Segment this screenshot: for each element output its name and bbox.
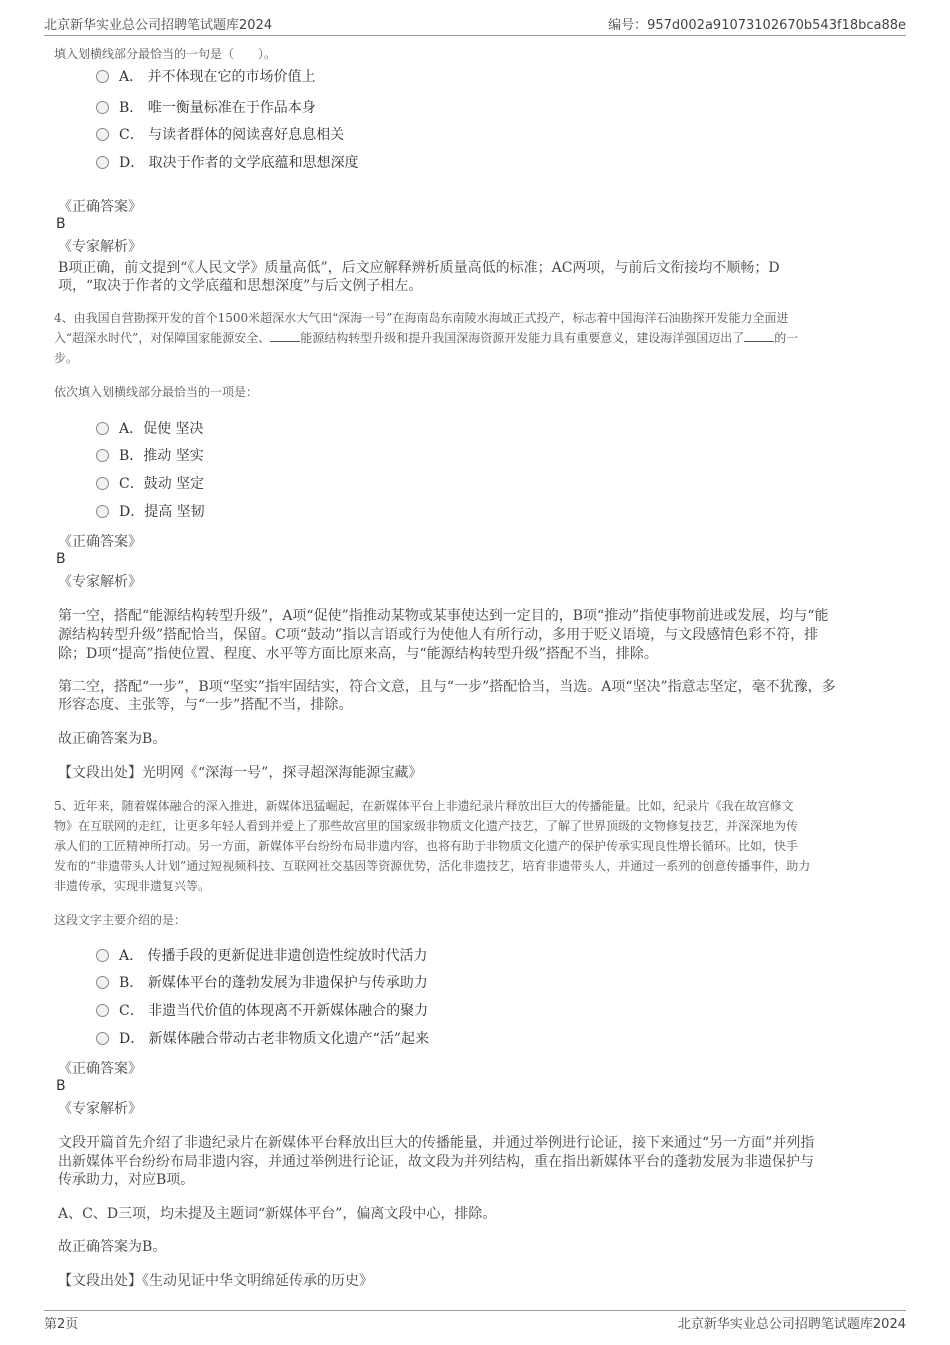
q3-option-a[interactable]: A． 并不体现在它的市场价值上 xyxy=(96,66,316,86)
radio-icon[interactable] xyxy=(96,128,109,141)
q4-analysis-line: 第一空，搭配“能源结构转型升级”，A项“促使”指推动某物或某事使达到一定目的，B项“推动”指使事物前进或发展，均与“能 xyxy=(58,608,829,624)
q3-option-d[interactable]: D． 取决于作者的文学底蕴和思想深度 xyxy=(96,152,359,172)
q4-analysis-line: 源结构转型升级”搭配恰当，保留。C项“鼓动”指以言语或行为使他人有所行动，多用于贬义语境，与文段感情色彩不符，排 xyxy=(58,627,819,643)
q4-prompt: 依次填入划横线部分最恰当的一项是： xyxy=(54,385,259,399)
q4-analysis-line: 除；D项“提高”指使位置、程度、水平等方面比原来高，与“能源结构转型升级”搭配不当，排除。 xyxy=(58,646,658,662)
q3-stem: 填入划横线部分最恰当的一句是（ ）。 xyxy=(54,47,277,61)
header-title: 北京新华实业总公司招聘笔试题库2024 xyxy=(44,18,273,33)
q3-option-c[interactable]: C． 与读者群体的阅读喜好息息相关 xyxy=(96,124,344,144)
document-code: 编号：957d002a91073102670b543f18bca88e xyxy=(608,18,906,33)
q5-stem-line: 物》在互联网的走红，让更多年轻人看到并爱上了那些故宫里的国家级非物质文化遗产技艺，了解了世界顶级的文物修复技艺，并深深地为传 xyxy=(54,819,799,833)
q5-analysis-line: 文段开篇首先介绍了非遗纪录片在新媒体平台释放出巨大的传播能量，并通过举例进行论证，接下来通过“另一方面”并列指 xyxy=(58,1135,815,1151)
radio-icon[interactable] xyxy=(96,449,109,462)
q4-analysis-label: 《专家解析》 xyxy=(58,574,142,590)
q5-answer-label: 《正确答案》 xyxy=(58,1061,142,1077)
q5-source: 【文段出处】《生动见证中华文明绵延传承的历史》 xyxy=(58,1273,373,1289)
q3-answer: B xyxy=(56,216,66,232)
q5-option-c[interactable]: C． 非遗当代价值的体现离不开新媒体融合的聚力 xyxy=(96,1000,428,1020)
q4-conclusion: 故正确答案为B。 xyxy=(58,731,167,747)
q5-option-a[interactable]: A． 传播手段的更新促进非遗创造性绽放时代活力 xyxy=(96,945,428,965)
q5-analysis-label: 《专家解析》 xyxy=(58,1101,142,1117)
radio-icon[interactable] xyxy=(96,949,109,962)
q4-source: 【文段出处】光明网《“深海一号”，探寻超深海能源宝藏》 xyxy=(58,765,423,781)
q4-option-d[interactable]: D．提高 坚韧 xyxy=(96,501,205,521)
header-rule xyxy=(44,35,906,36)
radio-icon[interactable] xyxy=(96,477,109,490)
footer-title: 北京新华实业总公司招聘笔试题库2024 xyxy=(677,1317,906,1332)
fill-blank xyxy=(744,329,774,342)
q5-answer: B xyxy=(56,1078,66,1094)
q3-analysis-label: 《专家解析》 xyxy=(58,239,142,255)
q5-stem-line: 5、近年来，随着媒体融合的深入推进，新媒体迅猛崛起，在新媒体平台上非遗纪录片释放出巨大的传播能量。比如，纪录片《我在故宫修文 xyxy=(54,799,794,813)
radio-icon[interactable] xyxy=(96,422,109,435)
q5-option-d[interactable]: D． 新媒体融合带动古老非物质文化遗产“活”起来 xyxy=(96,1028,429,1048)
q4-option-c[interactable]: C．鼓动 坚定 xyxy=(96,473,204,493)
q4-analysis-line: 第二空，搭配“一步”，B项“坚实”指牢固结实，符合文意，且与“一步”搭配恰当，当选。A项“坚决”指意志坚定，毫不犹豫，多 xyxy=(58,679,836,695)
q3-analysis-line: 项，“取决于作者的文学底蕴和思想深度”与后文例子相左。 xyxy=(58,278,423,294)
q4-analysis-line: 形容态度、主张等，与“一步”搭配不当，排除。 xyxy=(58,697,353,713)
radio-icon[interactable] xyxy=(96,70,109,83)
q3-option-b[interactable]: B． 唯一衡量标准在于作品本身 xyxy=(96,97,316,117)
q4-stem-line: 入“超深水时代”，对保障国家能源安全、 能源结构转型升级和提升我国深海资源开发能力具有重要意义，建设海洋强国迈出了 的一 xyxy=(54,331,799,345)
q5-option-b[interactable]: B． 新媒体平台的蓬勃发展为非遗保护与传承助力 xyxy=(96,972,428,992)
fill-blank xyxy=(270,329,300,342)
radio-icon[interactable] xyxy=(96,1032,109,1045)
q4-option-b[interactable]: B．推动 坚实 xyxy=(96,445,204,465)
q5-conclusion: 故正确答案为B。 xyxy=(58,1239,167,1255)
q5-stem-line: 发布的“非遗带头人计划”通过短视频科技、互联网社交基因等资源优势，活化非遗技艺，培育非遗带头人，并通过一系列的创意传播事件，助力 xyxy=(54,859,811,873)
q5-analysis-line: A、C、D三项，均未提及主题词“新媒体平台”，偏离文段中心，排除。 xyxy=(58,1206,497,1222)
q5-stem-line: 非遗传承，实现非遗复兴等。 xyxy=(54,879,211,893)
radio-icon[interactable] xyxy=(96,505,109,518)
q4-stem-line: 步。 xyxy=(54,351,79,365)
q3-analysis-line: B项正确，前文提到“《人民文学》质量高低”，后文应解释辨析质量高低的标准；AC两项，与前后文衔接均不顺畅；D xyxy=(58,260,780,276)
radio-icon[interactable] xyxy=(96,1004,109,1017)
q4-answer: B xyxy=(56,551,66,567)
page-number: 第2页 xyxy=(44,1317,79,1332)
q5-analysis-line: 传承助力，对应B项。 xyxy=(58,1172,195,1188)
footer-rule xyxy=(44,1310,906,1311)
radio-icon[interactable] xyxy=(96,101,109,114)
q4-answer-label: 《正确答案》 xyxy=(58,534,142,550)
q5-prompt: 这段文字主要介绍的是： xyxy=(54,913,187,927)
q4-stem-line: 4、由我国自营勘探开发的首个1500米超深水大气田“深海一号”在海南岛东南陵水海域正式投产，标志着中国海洋石油勘探开发能力全面进 xyxy=(54,311,789,325)
q5-analysis-line: 出新媒体平台纷纷布局非遗内容，并通过举例进行论证，故文段为并列结构，重在指出新媒体平台的蓬勃发展为非遗保护与 xyxy=(58,1154,814,1170)
q5-stem-line: 承人们的工匠精神所打动。另一方面，新媒体平台纷纷布局非遗内容，也将有助于非物质文化遗产的保护传承实现良性增长循环。比如，快手 xyxy=(54,839,799,853)
q4-option-a[interactable]: A．促使 坚决 xyxy=(96,418,204,438)
q3-answer-label: 《正确答案》 xyxy=(58,199,142,215)
radio-icon[interactable] xyxy=(96,976,109,989)
radio-icon[interactable] xyxy=(96,156,109,169)
